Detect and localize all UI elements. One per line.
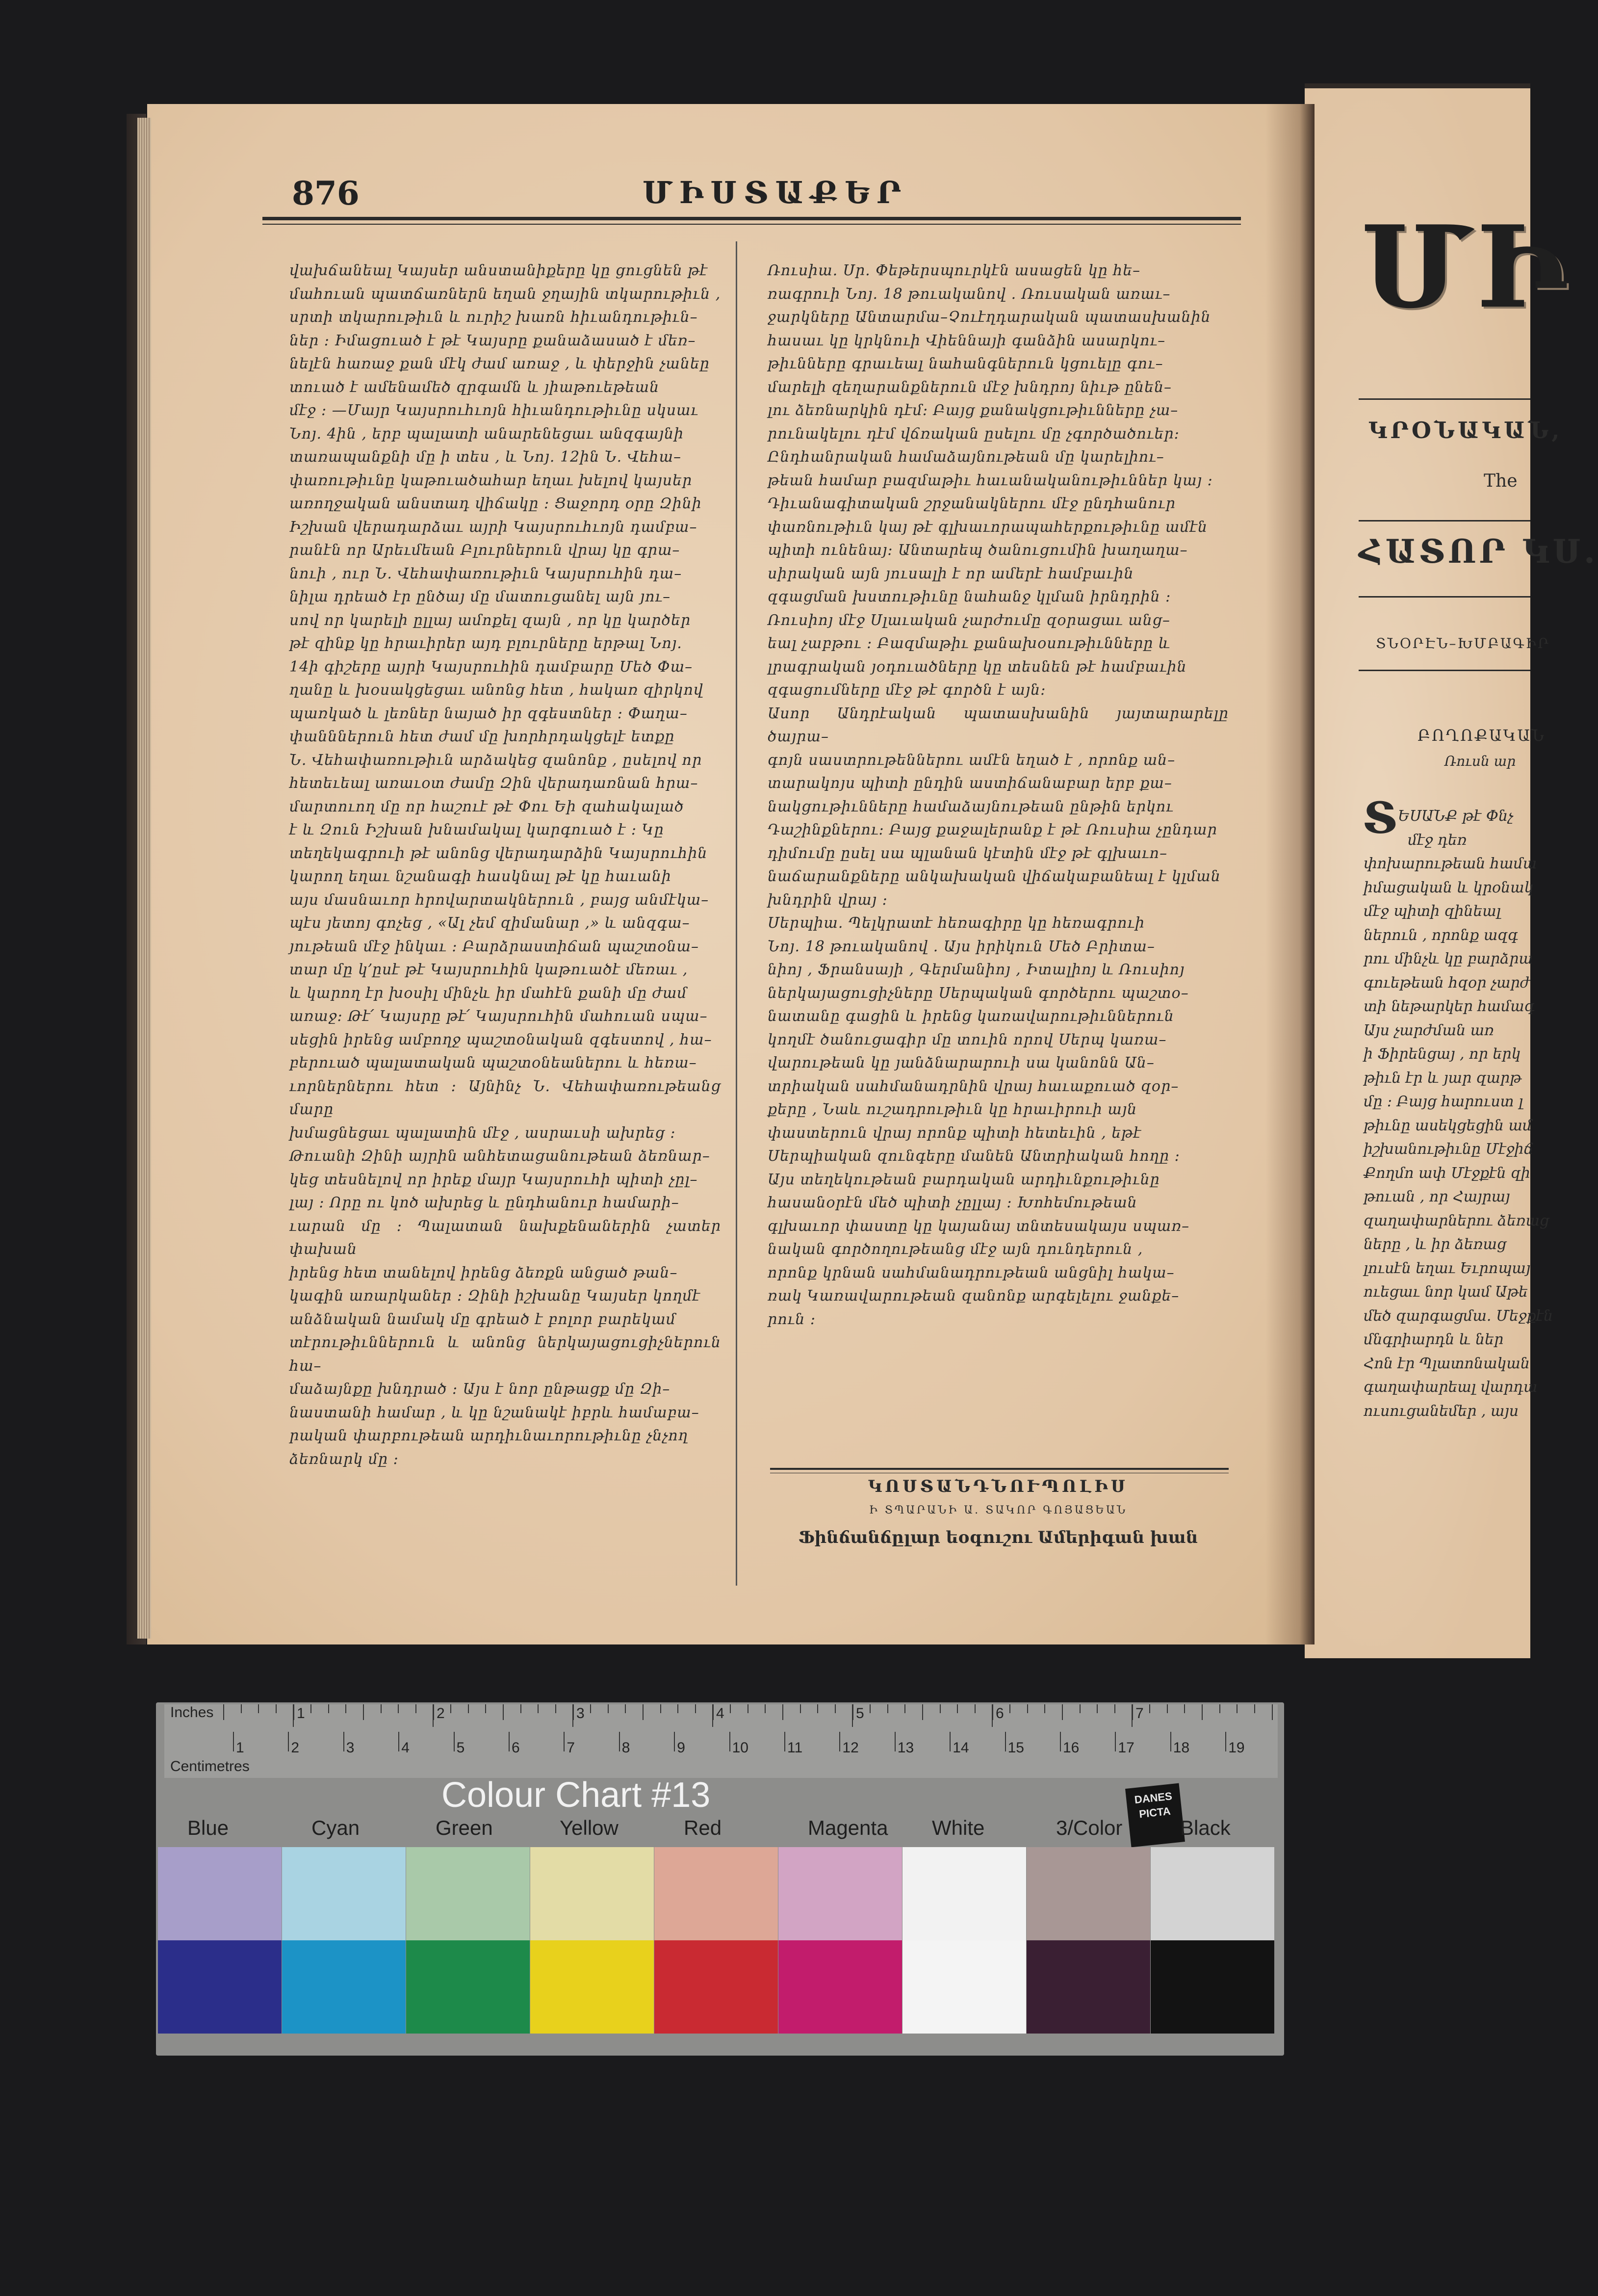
text-line: զգացումները մէջ թէ գործն է այն։ [768, 681, 1046, 699]
swatch-tint [406, 1847, 530, 1940]
column-divider [736, 241, 737, 1586]
text-line: պառկած և լեռներ նայած իր զգեստներ ։ Փաղա– [289, 704, 688, 722]
swatch-solid [778, 1940, 902, 2034]
swatch-solid [158, 1940, 282, 2034]
ruler-minor-tick [590, 1704, 591, 1713]
ruler-minor-tick [765, 1704, 766, 1713]
ruler-minor-tick [1132, 1704, 1133, 1720]
swatch-label: Red [684, 1816, 722, 1839]
next-page-title-rule-top [1359, 520, 1530, 522]
text-line: ջարկները Անտարմա–Չուէղդարական պատասխանին [768, 309, 1211, 326]
ruler-minor-tick [1202, 1704, 1203, 1720]
swatch-solid [654, 1940, 778, 2034]
next-page-masthead: ՄԻ [1361, 201, 1572, 334]
ruler-minor-tick [415, 1704, 416, 1713]
dateline-address: Ֆինճանճըլար եօգուշու Ամերիգան խան [798, 1528, 1198, 1547]
ruler-minor-tick [1219, 1704, 1220, 1713]
text-line: Ասոր Անդրէական պատասխանին յայտարարելը ծայրա– [768, 704, 1229, 745]
ruler-cm-number: 15 [1007, 1740, 1024, 1756]
ruler-minor-tick [433, 1704, 434, 1720]
text-line: 14ի գիշերը այրի Կայսրուհին դամբարը Մեծ Փա– [289, 658, 693, 676]
next-page-text-line: փոխարութեան համա [1364, 855, 1537, 872]
ruler-minor-tick [643, 1704, 644, 1720]
text-line: ներ ։ Իմացուած է թէ Կայսրը քանաձասած է մեռ– [289, 332, 696, 349]
text-line: ռագրուի Նոյ. 18 թուականով . Ռուսական առաւ– [768, 285, 1171, 303]
text-line: վարութեան կը յանձնարարուի սա կանոնն Ան– [768, 1054, 1155, 1071]
ruler-minor-tick [904, 1704, 905, 1713]
text-line: մարտուող մը որ հաշուէ թէ Փու Եի զահակալած [289, 798, 684, 815]
text-line: տարակոյս պիտի ընդին աստիճանաբար երբ քա– [768, 775, 1172, 792]
ruler-minor-tick [223, 1704, 224, 1720]
text-line: Դիւանագիտական շրջանակներու մէջ ընդհանուր [768, 495, 1176, 512]
ruler-minor-tick [782, 1704, 783, 1720]
next-page-text [1364, 805, 1553, 1614]
text-line: եալ չաբթու ։ Բազմաթիւ քանախօսութիւնները և [768, 635, 1171, 652]
ruler-cm-tick [398, 1732, 399, 1751]
ruler-minor-tick [800, 1704, 801, 1713]
swatch-label: Cyan [311, 1816, 360, 1839]
text-line: փառութիւնը կաթուածահար եղաւ խելով կայսեր [289, 471, 693, 489]
left-text-column [289, 259, 721, 1471]
ruler-minor-tick [625, 1704, 626, 1713]
text-line: տառապանքնի մը ի տես , և Նոյ. 12ին Ն. Վեհա– [289, 448, 682, 466]
ruler-minor-tick [1009, 1704, 1010, 1713]
text-line: ռակ Կառավարութեան զանոնք արգելելու ջանքե– [768, 1287, 1180, 1305]
ruler-cm-number: 14 [953, 1740, 969, 1756]
danes-picta-logo: DANES PICTA [1125, 1783, 1185, 1848]
next-page-text-line: զաղափարներու ձեռաց [1364, 1212, 1549, 1229]
next-page-text-line: մէջ դեռ [1408, 831, 1467, 849]
text-line: գլխաւոր փաստը կը կայանայ տնտեսակայս սպառ– [768, 1217, 1190, 1235]
book-gutter [1265, 104, 1314, 1644]
ruler-minor-tick [852, 1704, 853, 1720]
ruler-cm-number: 8 [621, 1740, 630, 1756]
next-page-text-line: մեծ զարգացմա. Մեջքէն [1364, 1307, 1553, 1325]
ruler-cm-tick [674, 1732, 675, 1751]
next-page-section: ԲՈՂՈՔԱԿԱՆ [1418, 726, 1546, 745]
ruler-minor-tick [573, 1704, 574, 1720]
text-line: Իշխան վերադարձաւ այրի Կայսրուհւոյն դամբա– [289, 518, 697, 536]
swatch-solid [902, 1940, 1026, 2034]
ruler-cm-number: 2 [291, 1740, 300, 1756]
ruler-minor-tick [887, 1704, 888, 1713]
ruler-minor-tick [468, 1704, 469, 1713]
ruler-inch-number: 5 [856, 1705, 864, 1722]
next-page-text-line: թիւնը ասեկցեցին ամ [1364, 1117, 1532, 1134]
ruler-minor-tick [817, 1704, 818, 1713]
ruler-minor-tick [381, 1704, 382, 1713]
page-number: 876 [292, 174, 360, 212]
ruler-minor-tick [1044, 1704, 1045, 1713]
ruler-cm-tick [454, 1732, 455, 1751]
next-page-title-rule-bottom [1359, 596, 1530, 598]
ruler-minor-tick [538, 1704, 539, 1713]
swatch-tint [902, 1847, 1026, 1940]
ruler-cm-number: 1 [236, 1740, 244, 1756]
ruler-minor-tick [1097, 1704, 1098, 1713]
next-page-text-line: ուեցաւ նոր կամ Աթե [1364, 1283, 1528, 1301]
ruler-minor-tick [975, 1704, 976, 1713]
colour-chart-title: Colour Chart #13 [441, 1775, 711, 1815]
ruler-inch-number: 3 [576, 1705, 585, 1722]
next-page-text-line: մը ։ Բայց հարուստ լ [1364, 1093, 1523, 1110]
text-line: առաջ։ Թէ՛ Կայսրը թէ՛ Կայսրուհին մահուան սպա– [289, 1008, 708, 1025]
next-page-text-line: ի Ֆիրենցայ , որ երկ [1364, 1045, 1521, 1063]
text-line: պէս յետոյ գոչեց , «Ալ չեմ զիմանար ,» և անզգա– [289, 914, 690, 932]
ruler-minor-tick [695, 1704, 696, 1713]
ruler-minor-tick [1149, 1704, 1150, 1713]
text-line: սեցին իրենց ամբողջ պաշտօնական զգեստով , հա– [289, 1031, 712, 1048]
ruler-minor-tick [363, 1704, 364, 1720]
ruler-minor-tick [992, 1704, 993, 1720]
text-line: բերուած պալատական պաշտօնեաներու և հեռա– [289, 1054, 697, 1071]
swatch-label: 3/Color [1056, 1816, 1123, 1839]
ruler-cm-number: 6 [512, 1740, 520, 1756]
text-line: առողջական անստադ վիճակը ։ Ցաջորդ օրը Զինի [289, 495, 702, 512]
text-line: Սերպիական զունգերը մանեն Անտրիական հողը ։ [768, 1148, 1180, 1165]
header-rule-thin [262, 224, 1241, 225]
measurement-ruler [164, 1704, 1278, 1778]
swatch-label: Blue [187, 1816, 229, 1839]
ruler-cm-label: Centimetres [170, 1758, 250, 1774]
ruler-inch-number: 2 [437, 1705, 445, 1722]
text-line: թէ զինք կը հրաւիրեր այդ բլուրները երթալ Նոյ. [289, 635, 682, 652]
page-stack-edge [137, 118, 151, 1639]
ruler-minor-tick [940, 1704, 941, 1713]
text-line: փառնութիւն կայ թէ գլխաւորապահերքութիւնը ամէն [768, 518, 1208, 536]
next-page-section-sub: Ռուսն ար [1444, 753, 1516, 769]
next-page-text-line: ներուն , որոնք ազգ [1364, 926, 1518, 944]
ruler-cm-tick [1115, 1732, 1116, 1751]
header-rule [262, 217, 1241, 220]
ruler-cm-number: 5 [456, 1740, 465, 1756]
ruler-inches-label: Inches [170, 1704, 214, 1721]
text-line: Ռուսիոյ մէջ Սլաւական չարժումը զօրացաւ անց– [768, 611, 1171, 629]
ruler-cm-number: 11 [787, 1740, 803, 1756]
swatch-tint [530, 1847, 654, 1940]
text-line: տար մը կ՚ըսէ թէ Կայսրուհին կաթուածէ մեռաւ , [289, 961, 688, 978]
text-line: Սերպիա. Պելկրատէ հեռագիրը կը հեռագրուի [768, 914, 1145, 932]
text-line: ղանը և խօսակցեցաւ անոնց հետ , հակառ զիրկով [289, 681, 703, 699]
text-line: սով որ կարելի ըլլայ ամոքել զայն , որ կը կարծեր [289, 611, 691, 629]
text-line: զգացման խստութիւնը նահանջ կլման իրնդրին ։ [768, 588, 1171, 605]
ruler-inch-number: 7 [1135, 1705, 1144, 1722]
ruler-minor-tick [293, 1704, 294, 1720]
running-head: ՄԻՍՏԱՔԵՐ [643, 175, 908, 210]
text-line: ւարան մը ։ Պալատան նախքենաներին չատեր փախան [289, 1217, 721, 1258]
text-line: թիւնները գրաւեալ նահանգներուն կցուելը գու– [768, 355, 1163, 372]
text-line: անձնական նամակ մը գրեած է բոլոր բարեկամ [289, 1310, 676, 1328]
text-line: տեղեկագրուի թէ անոնց վերադարձին Կայսրուհին [289, 844, 708, 862]
text-line: Նոյ. 4ին , երբ պալատի անարենեցաւ անզգայնի [289, 425, 684, 443]
next-page-text-line: մնգրիարդն և ներ [1364, 1331, 1504, 1348]
text-line: կարող եղաւ նշանագի հասկնալ թէ կը հաւանի [289, 868, 671, 885]
ruler-minor-tick [730, 1704, 731, 1713]
ruler-minor-tick [485, 1704, 486, 1713]
text-line: տէրութիւններուն և անոնց ներկայացուցիչներուն հա– [289, 1334, 721, 1375]
text-line: Նոյ. 18 թուականով . Այս իրիկուն Մեծ Բրիտա– [768, 938, 1155, 955]
ruler-minor-tick [398, 1704, 399, 1713]
ruler-minor-tick [450, 1704, 451, 1713]
text-line: լրագրական յօդուածները կը տեսնեն թէ համբաւին [768, 658, 1187, 676]
swatch-label: Magenta [808, 1816, 888, 1839]
ruler-minor-tick [503, 1704, 504, 1720]
ruler-cm-tick [343, 1732, 344, 1751]
ruler-cm-tick [784, 1732, 785, 1751]
swatch-label: Yellow [560, 1816, 619, 1839]
text-line: փանններուն հետ ժամ մը խորհրդակցելէ ետքը [289, 728, 675, 745]
text-line: պիտի ունենայ։ Անտարեպ ծանուցումին խաղաղա– [768, 542, 1188, 559]
text-line: տուած է ամենամեծ զրգամն և յիաթուեթեան [289, 378, 660, 396]
text-line: որոնք կրնան սահմանադրութեան անցնիլ հակա– [768, 1264, 1175, 1281]
next-page-text-line: ուսուցանեմեր , այս [1364, 1402, 1519, 1420]
ruler-cm-tick [509, 1732, 510, 1751]
next-page-text-line: ները , և իր ձեռաց [1364, 1236, 1507, 1253]
ruler-minor-tick [1167, 1704, 1168, 1713]
text-line: լայ ։ Որը ու կոծ ախրեց և ընդհանուր համարի– [289, 1194, 679, 1211]
ruler-cm-tick [564, 1732, 565, 1751]
text-line: իրենց հետ տանելով իրենց ձեռքն անցած թան– [289, 1264, 678, 1281]
text-line: րուն ։ [768, 1310, 816, 1328]
swatch-tint [1151, 1847, 1274, 1940]
text-line: խնդրին վրայ ։ [768, 891, 888, 909]
next-page-subtitle: ԿՐՕՆԱԿԱՆ, [1368, 417, 1563, 444]
ruler-cm-number: 10 [732, 1740, 748, 1756]
ruler-inch-number: 4 [716, 1705, 724, 1722]
text-line: Այս տեղեկութեան բարդական արդիւնքութիւնը [768, 1171, 1160, 1188]
swatch-solid [530, 1940, 654, 2034]
ruler-cm-number: 3 [346, 1740, 355, 1756]
ruler-minor-tick [258, 1704, 259, 1713]
swatch-tint [654, 1847, 778, 1940]
text-line: Ռուսիա. Սր. Փեթերսպուրկէն ասացեն կը հե– [768, 262, 1141, 279]
text-line: նական գործողութեանց մէջ այն դունդերուն , [768, 1241, 1143, 1258]
text-line: Ընդհանրական համաձայնութեան մը կարելիու– [768, 448, 1164, 466]
next-page-text-line: գաղափարեալ վարդա [1364, 1379, 1538, 1396]
ruler-cm-tick [1225, 1732, 1226, 1751]
ruler-cm-tick [950, 1732, 951, 1751]
text-line: և կարող էր խօսիլ մինչև իր մահէն քանի մը ժամ [289, 984, 687, 1002]
dateline-city: ԿՈՍՏԱՆԴՆՈՒՊՈԼԻՍ [868, 1477, 1129, 1496]
ruler-minor-tick [520, 1704, 521, 1713]
next-page-text-line: թիւն էր և յար զարթ [1364, 1069, 1521, 1087]
ruler-minor-tick [835, 1704, 836, 1713]
text-line: վախճանեալ Կայսեր անստանիքերը կը ցուցնեն թէ [289, 262, 708, 279]
text-line: կողմէ ծանուցագիր մը տուին որով Սերպ կառա– [768, 1031, 1167, 1048]
text-line: այս մասնաւոր հրովարտակներուն , բայց անմէկա– [289, 891, 709, 909]
swatch-label: Green [436, 1816, 493, 1839]
text-line: նակցութիւնները համաձայնութեան ընթին երկու [768, 798, 1174, 815]
text-line: թեան համար բազմաթիւ հաւանականութիւններ կայ ։ [768, 471, 1213, 489]
text-line: գոյն սաստրութեններու ամէն եղած է , որոնք ան– [768, 751, 1176, 769]
ruler-cm-tick [288, 1732, 289, 1751]
text-line: Թուանի Զինի այրին անհետացանութեան ձեռնար– [289, 1148, 710, 1165]
ruler-cm-number: 13 [897, 1740, 914, 1756]
next-page-drop-cap: Տ [1363, 792, 1398, 843]
ruler-cm-number: 9 [677, 1740, 685, 1756]
ruler-cm-number: 7 [567, 1740, 575, 1756]
ruler-minor-tick [1254, 1704, 1255, 1713]
next-page-text-line: իշխանութիւնը Մէջիճ [1364, 1141, 1534, 1158]
ruler-cm-number: 12 [842, 1740, 859, 1756]
ruler-minor-tick [922, 1704, 923, 1720]
swatch-label: Black [1180, 1816, 1231, 1839]
swatch-label: White [932, 1816, 985, 1839]
text-line: հասաւ կը կրկնուի Վիեննայի գանձին ասարկու– [768, 332, 1166, 349]
ruler-cm-tick [1170, 1732, 1171, 1751]
next-page-text-line: թուան , որ Հայրայ [1364, 1188, 1510, 1205]
text-line: հետեւեալ առաւօտ ժամը Զին վերադառնան հրա– [289, 775, 698, 792]
ruler-minor-tick [713, 1704, 714, 1720]
text-line: լու ձեռնարկին դէմ։ Բայց քանակցութիւնները չա– [768, 402, 1179, 419]
next-page-text-line: Այս չարժման առ [1364, 1021, 1494, 1039]
text-line: մէջ ։ —Մայր Կայսրուհւոյն հիւանդութիւնը սկսաւ [289, 402, 698, 419]
text-line: հասանօրէն մեծ պիտի չըլլայ ։ Խոհեմութեան [768, 1194, 1137, 1211]
text-line: խմացնեցաւ պալատին մէջ , ասրաւսի ախրեց ։ [289, 1124, 676, 1142]
text-line: րանէն որ Արեւմեան Բլուրներուն վրայ կը գրա– [289, 542, 680, 559]
next-page-masthead-rule [1359, 398, 1530, 400]
ruler-minor-tick [660, 1704, 661, 1713]
swatch-tint [1027, 1847, 1150, 1940]
ruler-cm-number: 19 [1228, 1740, 1245, 1756]
ruler-minor-tick [241, 1704, 242, 1713]
text-line: նատանը գացին և իրենց կառավարութիւններուն [768, 1008, 1174, 1025]
next-page-subtitle-en: The [1484, 471, 1518, 491]
ruler-inch-number: 1 [297, 1705, 305, 1722]
text-line: մաձայնքը խնդրած ։ Այս է նոր ընթացք մը Զի– [289, 1381, 670, 1398]
text-line: յութեան մէջ ինկաւ ։ Բարձրաստիճան պաշտօնա– [289, 938, 699, 955]
next-page-editor: ՏՆՕՐԷՆ–ԽՄԲԱԳԻՐ [1376, 635, 1550, 652]
swatch-solid [282, 1940, 406, 2034]
text-line: ներկայացուցիչները Սերպական գործերու պաշտօ– [768, 984, 1189, 1002]
ruler-cm-number: 17 [1118, 1740, 1134, 1756]
text-line: նուի , ուր Ն. Վեհափառութիւն Կայսրուհին դա– [289, 565, 682, 582]
next-page-text-line: լուսէն եղաւ Եւրոպայ [1364, 1259, 1531, 1277]
ruler-cm-number: 4 [401, 1740, 410, 1756]
ruler-minor-tick [677, 1704, 678, 1713]
right-text-column [768, 259, 1229, 1331]
text-line: դիմումը ըսել սա պլանան կէտին մէջ թէ գլխաւո– [768, 844, 1168, 862]
text-line: փաստերուն վրայ որոնք պիտի հետեւին , եթէ [768, 1124, 1142, 1142]
text-line: րական փարբութեան արդիւնաւորութիւնը չնչող [289, 1427, 688, 1444]
next-page-title: ՀԱՏՈՐ ԿՍ. [1359, 532, 1598, 571]
text-line: ձեռնարկ մը ։ [289, 1450, 399, 1468]
text-line: կեց տեսնելով որ իրեք մայր Կայսրուհի պիտի չըլ– [289, 1171, 698, 1188]
ruler-cm-tick [895, 1732, 896, 1751]
next-page-text-line: ԵՍԱՆՔ թէ Փնչ [1398, 808, 1514, 825]
ruler-cm-tick [233, 1732, 234, 1751]
text-line: քերը , Նաև ուշադրութիւն կը հրաւիրուի այն [768, 1101, 1137, 1118]
ruler-minor-tick [555, 1704, 556, 1713]
ruler-inch-number: 6 [996, 1705, 1004, 1722]
swatch-tint [282, 1847, 406, 1940]
text-line: մահուան պատճառներն եղան ջղային տկարութիւն , [289, 285, 721, 303]
next-page-text-line: գուեթեան հզօր չարժ [1364, 974, 1530, 991]
swatch-solid [1151, 1940, 1274, 2034]
ruler-cm-tick [839, 1732, 840, 1751]
dateline-printer: Ի ՏՊԱՐԱՆԻ Ա. ՏԱԿՈՐ ԳՈՅԱՑԵԱՆ [869, 1504, 1128, 1516]
ruler-minor-tick [310, 1704, 311, 1713]
text-line: ւորներներու հետ ։ Այնինչ Ն. Վեհափառութեանց մարը [289, 1077, 721, 1118]
ruler-cm-number: 16 [1063, 1740, 1080, 1756]
text-line: նաստանի համար , և կը նշանակէ իբրև համաբա– [289, 1404, 699, 1421]
swatch-solid [1027, 1940, 1150, 2034]
ruler-cm-tick [619, 1732, 620, 1751]
next-page-text-line: րու մինչև կը բարձրա [1364, 950, 1533, 967]
text-line: մարելի զեղարանքներուն մէջ խնդրոյ նիւթ ընեն– [768, 378, 1172, 396]
next-page-text-line: իմացական և կրօնակ [1364, 879, 1534, 896]
ruler-minor-tick [1184, 1704, 1185, 1713]
next-page-text-line: տի նեթարկեր համագ [1364, 998, 1535, 1015]
text-line: Ն. Վեհափառութիւն արձակեց զանոնք , ըսելով որ [289, 751, 702, 769]
text-line: սրտի տկարութիւն և ուրիշ խառն հիւանդութիւն– [289, 309, 698, 326]
ruler-minor-tick [328, 1704, 329, 1713]
swatch-tint [158, 1847, 282, 1940]
text-line: Դաշինքներու։ Բայց քաջալերանք է թէ Ռուսիա չընդար [768, 821, 1217, 838]
ruler-minor-tick [870, 1704, 871, 1713]
ruler-cm-number: 18 [1173, 1740, 1190, 1756]
text-line: նիլա դրեած էր ընծայ մը մատուցանել այն յու– [289, 588, 671, 605]
ruler-minor-tick [957, 1704, 958, 1713]
ruler-cm-tick [1060, 1732, 1061, 1751]
next-page-text-line: մէջ պիտի զինեալ [1364, 903, 1501, 920]
text-line: րունակելու դէմ վճռական ըսելու մը չգործածուեր։ [768, 425, 1180, 443]
swatch-tint [778, 1847, 902, 1940]
text-line: տրիական սահմանադրնին վրայ հաւաքուած զօր– [768, 1077, 1179, 1095]
ruler-minor-tick [1272, 1704, 1273, 1720]
ruler-minor-tick [608, 1704, 609, 1713]
ruler-minor-tick [1080, 1704, 1081, 1713]
text-line: է և Զուն Իշխան խնամակալ կարգուած է ։ Կը [289, 821, 664, 838]
swatch-solid [406, 1940, 530, 2034]
next-page-editor-rule [1359, 670, 1530, 671]
ruler-minor-tick [1062, 1704, 1063, 1720]
ruler-minor-tick [1027, 1704, 1028, 1713]
ruler-minor-tick [1114, 1704, 1115, 1713]
ruler-cm-tick [729, 1732, 730, 1751]
ruler-minor-tick [345, 1704, 346, 1713]
ruler-minor-tick [276, 1704, 277, 1713]
next-page-text-line: Հոն էր Պլատոնական [1364, 1355, 1530, 1372]
ruler-minor-tick [747, 1704, 748, 1713]
ruler-cm-tick [1005, 1732, 1006, 1751]
text-line: նելէն հառաջ քան մէկ ժամ առաջ , և փերջին չանեը [289, 355, 710, 372]
text-line: նաճարանքները անկախական վիճակաբանեալ է կլման [768, 868, 1221, 885]
next-page-text-line: Քողմո ափ Մէջքէն զի [1364, 1164, 1530, 1182]
text-line: կագին առարկաներ ։ Զինի իշխանը Կայսեր կողմէ [289, 1287, 701, 1305]
text-line: սիրական այն յուսալի է որ ամերէ համբաւին [768, 565, 1134, 582]
dateline-rule [770, 1468, 1229, 1470]
text-line: նիոյ , Ֆրանսայի , Գերմանիոյ , Իտալիոյ և Ռուսիոյ [768, 961, 1185, 978]
